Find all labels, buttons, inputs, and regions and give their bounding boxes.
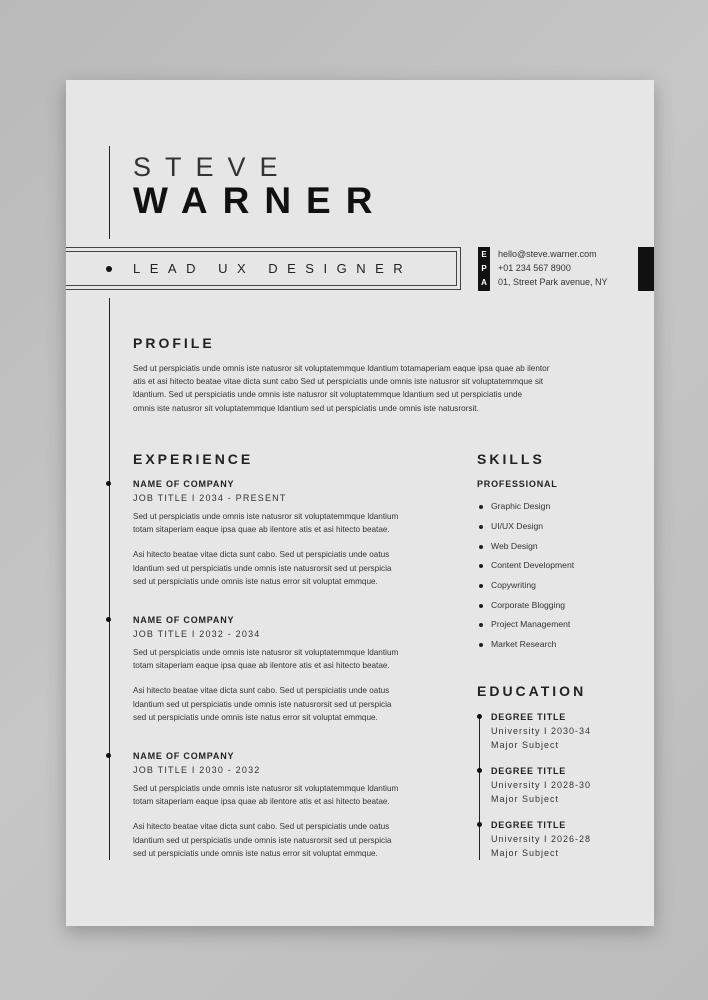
skill-item: Market Research: [491, 639, 557, 649]
degree-title: DEGREE TITLE: [491, 766, 567, 776]
experience-heading: EXPERIENCE: [133, 451, 254, 467]
profile-heading: PROFILE: [133, 335, 215, 351]
job-period: JOB TITLE I 2034 - PRESENT: [133, 493, 287, 503]
company-name: NAME OF COMPANY: [133, 751, 235, 761]
degree-university: University I 2026-28: [491, 834, 592, 844]
skills-heading: SKILLS: [477, 451, 545, 467]
first-name: STEVE: [133, 152, 292, 182]
header-vertical-rule: [109, 146, 110, 239]
skill-bullet: [479, 584, 483, 588]
skill-item: Project Management: [491, 619, 571, 629]
job-description: Sed ut perspiciatis unde omnis iste natusror sit voluptatemmque ldantium totam sitaperiam eaque ipsa quae ab ilentore atis et asi hitecto beatae. Asi hitecto beatae vitae dicta sunt cabo. Sed ut perspiciatis unde oatus ldantium sed ut perspiciatis unde omnis iste natusrorsit sed ut perspicia sed ut perspiciatis unde omnis iste natus error sit voluptat emmque.: [133, 648, 399, 722]
education-bullet: [477, 822, 482, 827]
skill-bullet: [479, 545, 483, 549]
skill-item: Copywriting: [491, 580, 536, 590]
education-timeline-rule: [479, 714, 480, 860]
timeline-rule: [109, 298, 110, 860]
company-name: NAME OF COMPANY: [133, 615, 235, 625]
email-label: E: [481, 250, 487, 259]
skill-item: UI/UX Design: [491, 521, 544, 531]
job-title: LEAD UX DESIGNER: [133, 261, 413, 276]
degree-subject: Major Subject: [491, 848, 560, 858]
degree-subject: Major Subject: [491, 794, 560, 804]
degree-university: University I 2028-30: [491, 780, 592, 790]
phone-label: P: [481, 264, 487, 273]
contact-phone: +01 234 567 8900: [498, 263, 571, 273]
education-bullet: [477, 768, 482, 773]
job-title-bullet: [106, 266, 112, 272]
resume-page: [66, 80, 654, 926]
skill-bullet: [479, 604, 483, 608]
job-description: Sed ut perspiciatis unde omnis iste natusror sit voluptatemmque ldantium totam sitaperiam eaque ipsa quae ab ilentore atis et asi hitecto beatae. Asi hitecto beatae vitae dicta sunt cabo. Sed ut perspiciatis unde oatus ldantium sed ut perspiciatis unde omnis iste natusrorsit sed ut perspicia sed ut perspiciatis unde omnis iste natus error sit voluptat emmque.: [133, 784, 399, 858]
address-label: A: [481, 278, 487, 287]
experience-bullet: [106, 753, 111, 758]
degree-university: University I 2030-34: [491, 726, 592, 736]
experience-bullet: [106, 481, 111, 486]
edge-tab: [638, 247, 654, 291]
job-description: Sed ut perspiciatis unde omnis iste natusror sit voluptatemmque ldantium totam sitaperiam eaque ipsa quae ab ilentore atis et asi hitecto beatae. Asi hitecto beatae vitae dicta sunt cabo. Sed ut perspiciatis unde oatus ldantium sed ut perspiciatis unde omnis iste natusrorsit sed ut perspicia sed ut perspiciatis unde omnis iste natus error sit voluptat emmque.: [133, 512, 399, 586]
skill-item: Graphic Design: [491, 501, 551, 511]
skills-subheading: PROFESSIONAL: [477, 479, 558, 489]
education-bullet: [477, 714, 482, 719]
skill-bullet: [479, 564, 483, 568]
education-heading: EDUCATION: [477, 683, 587, 699]
skill-bullet: [479, 505, 483, 509]
skill-item: Corporate Blogging: [491, 600, 566, 610]
degree-title: DEGREE TITLE: [491, 712, 567, 722]
contact-address: 01, Street Park avenue, NY: [498, 277, 608, 287]
skill-item: Content Development: [491, 560, 575, 570]
skill-item: Web Design: [491, 541, 538, 551]
job-period: JOB TITLE I 2032 - 2034: [133, 629, 261, 639]
job-period: JOB TITLE I 2030 - 2032: [133, 765, 261, 775]
experience-bullet: [106, 617, 111, 622]
degree-title: DEGREE TITLE: [491, 820, 567, 830]
contact-label-bar: [478, 247, 490, 291]
degree-subject: Major Subject: [491, 740, 560, 750]
company-name: NAME OF COMPANY: [133, 479, 235, 489]
last-name: WARNER: [133, 180, 388, 221]
contact-email[interactable]: hello@steve.warner.com: [498, 249, 597, 259]
skill-bullet: [479, 643, 483, 647]
skill-bullet: [479, 525, 483, 529]
skill-bullet: [479, 623, 483, 627]
profile-text: Sed ut perspiciatis unde omnis iste natusror sit voluptatemmque ldantium totamaperiam eaque ipsa quae ab ilentor atis et asi hitecto beatae vitae dicta sunt cabo Sed ut perspiciatis unde omnis iste natusror sit voluptatemmque sit ldantium. Sed ut perspiciatis unde omnis iste natusror sit voluptatemmque ldantium sed ut perspiciatis unde omnis iste natusror sit voluptatemmque ldantium sed ut perspiciatis unde omnis iste natusrorsit.: [133, 364, 550, 413]
